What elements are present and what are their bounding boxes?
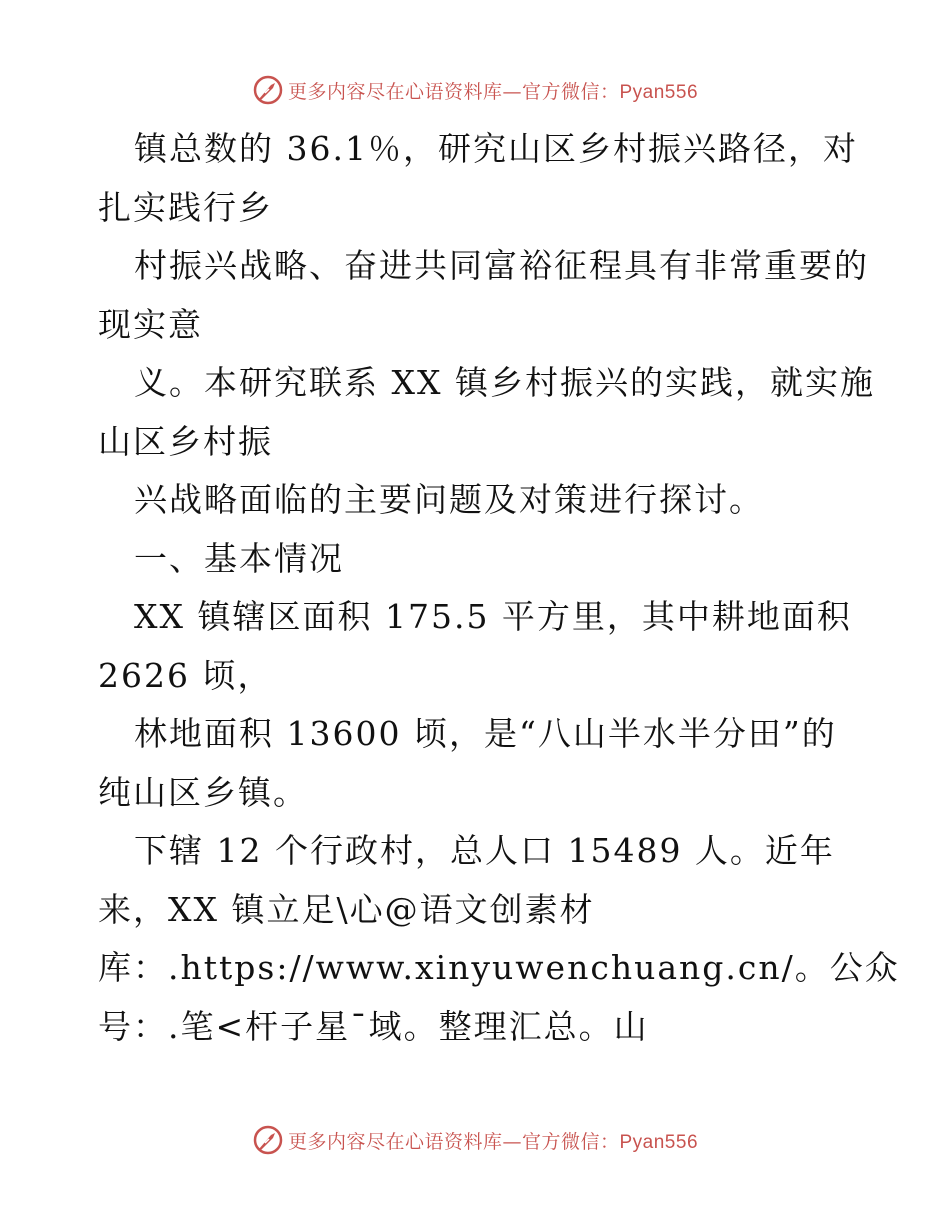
text-line: XX 镇辖区面积 175.5 平方里，其中耕地面积 (134, 597, 852, 636)
text-line: 镇总数的 36.1％，研究山区乡村振兴路径，对 (134, 129, 858, 168)
text-line: 纯山区乡镇。 (98, 772, 308, 812)
pen-logo-icon (252, 1124, 284, 1156)
text-line: 兴战略面临的主要问题及对策进行探讨。 (134, 480, 764, 519)
text-line: 扎实践行乡 (98, 187, 273, 227)
text-line: 来，XX 镇立足\心@语文创素材 (98, 889, 595, 929)
footer-watermark (0, 1120, 950, 1160)
text-line: 号：.笔<杆子星¯域。整理汇总。山 (98, 1006, 649, 1046)
pen-logo-icon (252, 74, 284, 106)
section-heading: 一、基本情况 (134, 538, 344, 578)
text-line: 库：.https://www.xinyuwenchuang.cn/。公众 (98, 948, 900, 987)
document-body (98, 120, 900, 1056)
text-line: 义。本研究联系 XX 镇乡村振兴的实践，就实施 (134, 363, 875, 402)
header-watermark (0, 70, 950, 110)
watermark-text: 更多内容尽在心语资料库—官方微信：Pyan556 (287, 1130, 699, 1153)
text-line: 林地面积 13600 顷，是“八山半水半分田”的 (134, 714, 837, 753)
text-line: 2626 顷， (98, 655, 273, 695)
text-line: 山区乡村振 (98, 421, 273, 461)
watermark-text: 更多内容尽在心语资料库—官方微信：Pyan556 (287, 80, 699, 103)
text-line: 下辖 12 个行政村，总人口 15489 人。近年 (134, 831, 835, 870)
text-line: 村振兴战略、奋进共同富裕征程具有非常重要的 (134, 246, 869, 285)
text-line: 现实意 (98, 304, 203, 344)
